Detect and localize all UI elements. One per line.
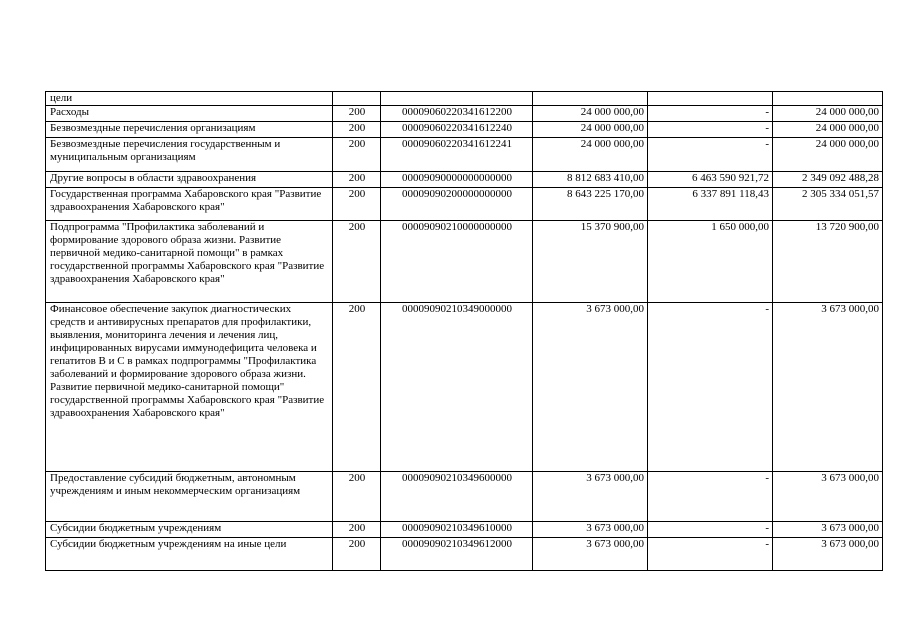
cell-classification-code: 00009060220341612240 [381, 122, 533, 138]
cell-remainder: 3 673 000,00 [773, 303, 883, 472]
cell-classification-code: 00009090210349600000 [381, 472, 533, 522]
cell-code: 200 [333, 538, 381, 571]
cell-remainder: 24 000 000,00 [773, 138, 883, 172]
cell-name: Субсидии бюджетным учреждениям [46, 522, 333, 538]
cell-executed: - [648, 538, 773, 571]
table-row [46, 106, 883, 122]
cell-classification-code: 00009060220341612241 [381, 138, 533, 172]
cell-approved [533, 92, 648, 106]
cell-remainder: 3 673 000,00 [773, 522, 883, 538]
cell-name: Финансовое обеспечение закупок диагностических средств и антивирусных препаратов для профилактики, выявления, мониторинга лечения и лечения лиц, инфицированных вирусами иммунодефицита человека и гепатитов B и C в рамках подпрограммы "Профилактика заболеваний и формирование здорового образа жизни. Развитие первичной медико-санитарной помощи" государственной программы Хабаровского края "Развитие здравоохранения Хабаровского края" [46, 303, 333, 472]
cell-name: Другие вопросы в области здравоохранения [46, 172, 333, 188]
cell-approved: 3 673 000,00 [533, 303, 648, 472]
cell-code: 200 [333, 172, 381, 188]
cell-approved: 15 370 900,00 [533, 221, 648, 303]
cell-remainder [773, 92, 883, 106]
table-row [46, 221, 883, 303]
cell-name: Безвозмездные перечисления организациям [46, 122, 333, 138]
cell-classification-code: 00009090000000000000 [381, 172, 533, 188]
cell-name: цели [46, 92, 333, 106]
cell-remainder: 24 000 000,00 [773, 122, 883, 138]
cell-classification-code [381, 92, 533, 106]
cell-code: 200 [333, 138, 381, 172]
table-row [46, 538, 883, 571]
cell-executed [648, 92, 773, 106]
cell-executed: 6 337 891 118,43 [648, 188, 773, 221]
cell-executed: 6 463 590 921,72 [648, 172, 773, 188]
cell-executed: - [648, 138, 773, 172]
cell-classification-code: 00009090200000000000 [381, 188, 533, 221]
cell-approved: 3 673 000,00 [533, 538, 648, 571]
cell-classification-code: 00009090210349610000 [381, 522, 533, 538]
cell-classification-code: 00009090210349000000 [381, 303, 533, 472]
table-row [46, 172, 883, 188]
cell-code: 200 [333, 472, 381, 522]
table-row [46, 188, 883, 221]
cell-remainder: 2 349 092 488,28 [773, 172, 883, 188]
cell-remainder: 24 000 000,00 [773, 106, 883, 122]
cell-approved: 24 000 000,00 [533, 106, 648, 122]
cell-executed: 1 650 000,00 [648, 221, 773, 303]
cell-code [333, 92, 381, 106]
cell-executed: - [648, 522, 773, 538]
cell-code: 200 [333, 122, 381, 138]
cell-code: 200 [333, 221, 381, 303]
cell-approved: 24 000 000,00 [533, 138, 648, 172]
table-row [46, 522, 883, 538]
cell-code: 200 [333, 303, 381, 472]
cell-name: Безвозмездные перечисления государственным и муниципальным организациям [46, 138, 333, 172]
cell-executed: - [648, 106, 773, 122]
cell-approved: 8 643 225 170,00 [533, 188, 648, 221]
table-row [46, 122, 883, 138]
cell-classification-code: 00009060220341612200 [381, 106, 533, 122]
budget-execution-table [45, 91, 883, 571]
cell-name: Субсидии бюджетным учреждениям на иные цели [46, 538, 333, 571]
cell-name: Предоставление субсидий бюджетным, автономным учреждениям и иным некоммерческим организациям [46, 472, 333, 522]
cell-code: 200 [333, 106, 381, 122]
cell-name: Подпрограмма "Профилактика заболеваний и формирование здорового образа жизни. Развитие первичной медико-санитарной помощи" в рамках государственной программы Хабаровского края "Развитие здравоохранения Хабаровского края" [46, 221, 333, 303]
cell-name: Расходы [46, 106, 333, 122]
cell-approved: 8 812 683 410,00 [533, 172, 648, 188]
table-row [46, 92, 883, 106]
cell-classification-code: 00009090210000000000 [381, 221, 533, 303]
table-body [46, 92, 883, 571]
cell-executed: - [648, 472, 773, 522]
cell-approved: 3 673 000,00 [533, 472, 648, 522]
cell-name: Государственная программа Хабаровского края "Развитие здравоохранения Хабаровского края" [46, 188, 333, 221]
cell-code: 200 [333, 522, 381, 538]
cell-executed: - [648, 303, 773, 472]
cell-executed: - [648, 122, 773, 138]
table-row [46, 303, 883, 472]
cell-approved: 3 673 000,00 [533, 522, 648, 538]
table-row [46, 472, 883, 522]
cell-approved: 24 000 000,00 [533, 122, 648, 138]
cell-remainder: 13 720 900,00 [773, 221, 883, 303]
cell-remainder: 3 673 000,00 [773, 538, 883, 571]
cell-remainder: 2 305 334 051,57 [773, 188, 883, 221]
cell-remainder: 3 673 000,00 [773, 472, 883, 522]
cell-code: 200 [333, 188, 381, 221]
cell-classification-code: 00009090210349612000 [381, 538, 533, 571]
table-row [46, 138, 883, 172]
